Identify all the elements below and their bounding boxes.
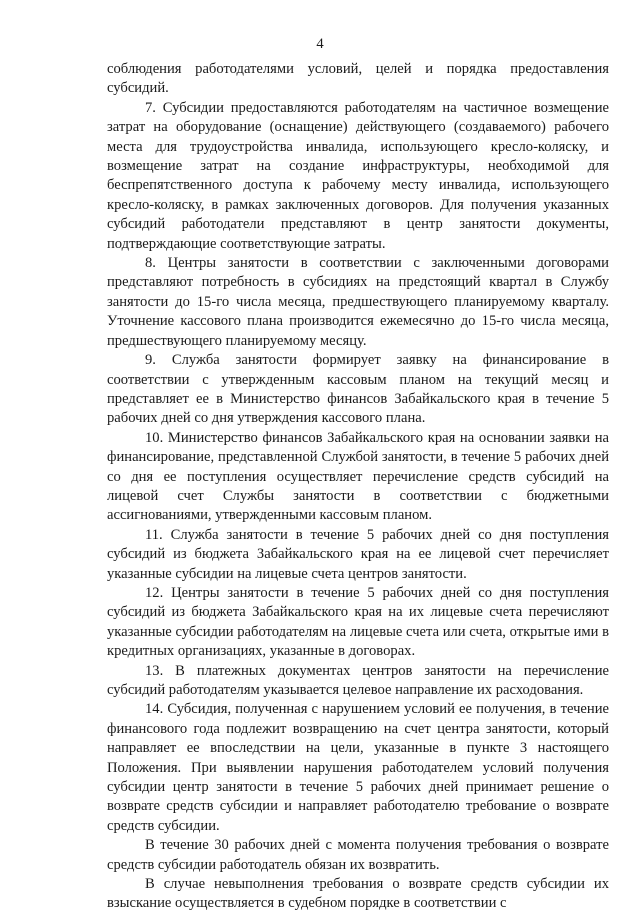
paragraph-continuation: соблюдения работодателями условий, целей и порядка предоставления субсидий. [107, 61, 609, 97]
paragraph-item-11: 11. Служба занятости в течение 5 рабочих дней со дня поступления субсидий из бюджета Забайкальского края на ее лицевой счет перечисляет указанные субсидии на лицевые счета центров занятости. [107, 526, 609, 582]
paragraph-item-8: 8. Центры занятости в соответствии с заключенными договорами представляют потребность в субсидиях на предстоящий квартал в Службу занятости до 15-го числа месяца, предшествующего планируемому кварталу. Уточнение кассового плана производится ежемесячно до 15-го числа месяца, предшествующего планируемому месяцу. [107, 255, 609, 349]
paragraph-item-12: 12. Центры занятости в течение 5 рабочих дней со дня поступления субсидий из бюджета Забайкальского края на их лицевые счета перечисляют указанные субсидии работодателям на лицевые счета или счета, открытые ими в кредитных организациях, указанные в договорах. [107, 584, 609, 660]
paragraph-item-14: 14. Субсидия, полученная с нарушением условий ее получения, в течение финансового года подлежит возвращению на счет центра занятости, который направляет ее впоследствии на цели, указанные в пункте 3 настоящего Положения. При выявлении нарушения работодателем условий получения субсидии центр занятости в течение 5 рабочих дней принимает решение о возврате средств субсидии и направляет работодателю требование о возврате средств субсидии. [107, 701, 609, 834]
paragraph-item-10: 10. Министерство финансов Забайкальского края на основании заявки на финансирование, представленной Службой занятости, в течение 5 рабочих дней со дня ее поступления осуществляет перечисление средств субсидий на лицевой счет Службы занятости в соответствии с бюджетными ассигнованиями, утвержденными кассовым планом. [107, 429, 609, 524]
paragraph-item-9: 9. Служба занятости формирует заявку на финансирование в соответствии с утвержденным кассовым планом на текущий месяц и представляет ее в Министерство финансов Забайкальского края в течение 5 рабочих дней со дня утверждения кассового плана. [107, 352, 609, 427]
paragraph-judicial-recovery: В случае невыполнения требования о возврате средств субсидии их взыскание осуществляется в судебном порядке в соответствии с [107, 876, 609, 912]
page-number: 4 [316, 36, 324, 52]
document-body [107, 60, 609, 914]
paragraph-item-13: 13. В платежных документах центров занятости на перечисление субсидий работодателям указывается целевое направление их расходования. [107, 662, 609, 698]
paragraph-return-deadline: В течение 30 рабочих дней с момента получения требования о возврате средств субсидии работодатель обязан их возвратить. [107, 837, 609, 873]
paragraph-item-7: 7. Субсидии предоставляются работодателям на частичное возмещение затрат на оборудование (оснащение) действующего (создаваемого) рабочего места для трудоустройства инвалида, использующего кресло-коляску, и возмещение затрат на создание инфраструктуры, необходимой для беспрепятственного доступа к рабочему месту инвалида, использующего кресло-коляску, в рамках заключенных договоров. Для получения указанных субсидий работодатели представляют в центр занятости документы, подтверждающие соответствующие затраты. [107, 99, 609, 252]
